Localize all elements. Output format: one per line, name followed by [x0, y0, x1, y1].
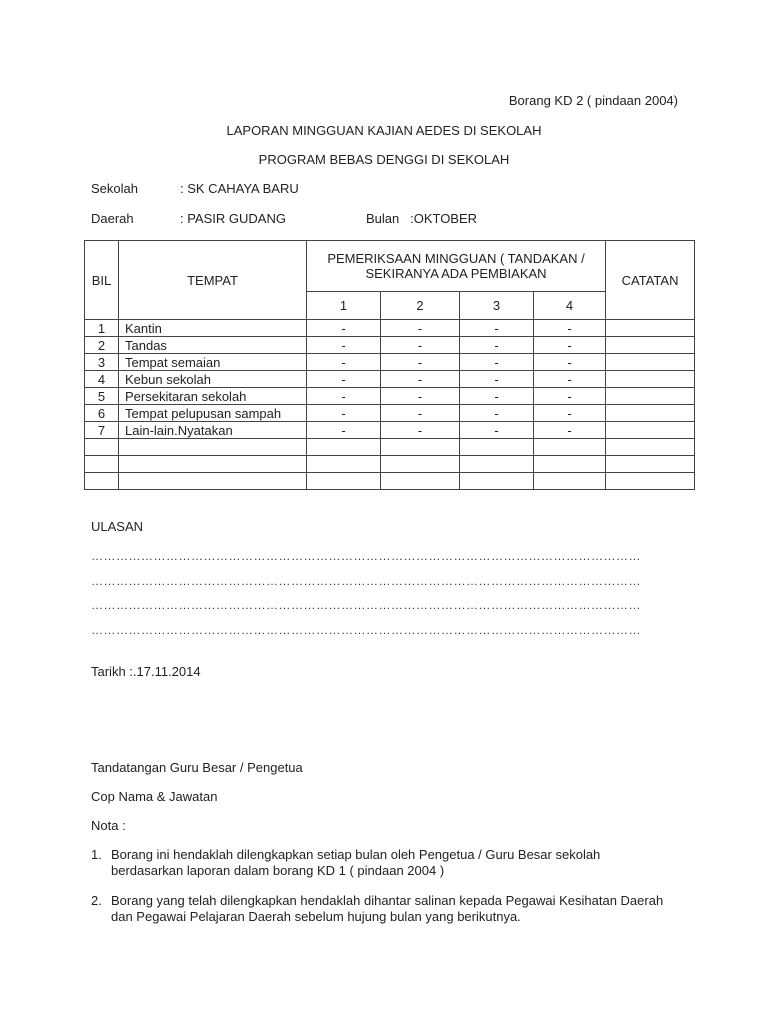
cell-bil: 7 — [85, 422, 119, 439]
report-title: LAPORAN MINGGUAN KAJIAN AEDES DI SEKOLAH — [226, 123, 542, 138]
cell-tempat: Kebun sekolah — [119, 371, 307, 388]
cell-bil: 3 — [85, 354, 119, 371]
header-week-1: 1 — [307, 292, 381, 320]
cell-tempat: Lain-lain.Nyatakan — [119, 422, 307, 439]
month-field — [366, 211, 477, 226]
cell-week-4: - — [534, 337, 606, 354]
cell-catatan — [606, 456, 695, 473]
cell-week-2: - — [381, 371, 460, 388]
cell-catatan — [606, 405, 695, 422]
cell-week-2 — [381, 473, 460, 490]
table-row — [85, 320, 695, 337]
month-value: :OKTOBER — [410, 211, 478, 226]
note-text: Borang ini hendaklah dilengkapkan setiap bulan oleh Pengetua / Guru Besar sekolah berdasarkan laporan dalam borang KD 1 ( pindaan 2004 ) — [111, 847, 601, 878]
program-title: PROGRAM BEBAS DENGGI DI SEKOLAH — [258, 152, 510, 167]
table-row — [85, 354, 695, 371]
cell-week-4: - — [534, 422, 606, 439]
cell-week-4 — [534, 473, 606, 490]
cell-week-1: - — [307, 388, 381, 405]
district-label: Daerah — [91, 211, 134, 226]
cell-bil — [85, 439, 119, 456]
header-week-4: 4 — [534, 292, 606, 320]
cell-week-3: - — [460, 320, 534, 337]
cell-week-4: - — [534, 388, 606, 405]
cell-week-4: - — [534, 371, 606, 388]
form-code: Borang KD 2 ( pindaan 2004) — [508, 93, 678, 108]
cell-week-4 — [534, 439, 606, 456]
cell-catatan — [606, 371, 695, 388]
note-number: 1. — [91, 847, 102, 862]
cell-week-2: - — [381, 405, 460, 422]
cell-week-2: - — [381, 388, 460, 405]
school-label: Sekolah — [91, 181, 138, 196]
ulasan-line: …………………………………………………………………………………………………………………… — [91, 623, 641, 637]
cell-week-1 — [307, 439, 381, 456]
cell-tempat — [119, 439, 307, 456]
cell-week-3: - — [460, 337, 534, 354]
table-row — [85, 388, 695, 405]
cell-tempat: Tempat pelupusan sampah — [119, 405, 307, 422]
cell-week-2: - — [381, 337, 460, 354]
cell-week-3 — [460, 473, 534, 490]
cell-week-1: - — [307, 354, 381, 371]
cell-catatan — [606, 422, 695, 439]
inspection-table — [84, 240, 695, 490]
school-value: : SK CAHAYA BARU — [180, 181, 299, 196]
cell-week-3 — [460, 439, 534, 456]
cell-catatan — [606, 320, 695, 337]
district-value: : PASIR GUDANG — [180, 211, 286, 226]
ulasan-line: …………………………………………………………………………………………………………………… — [91, 574, 641, 588]
month-label: Bulan — [366, 211, 400, 226]
cell-tempat: Tandas — [119, 337, 307, 354]
table-body — [85, 320, 695, 490]
cell-bil: 1 — [85, 320, 119, 337]
table-row — [85, 473, 695, 490]
cell-catatan — [606, 439, 695, 456]
cell-week-1 — [307, 456, 381, 473]
cell-week-2: - — [381, 422, 460, 439]
cell-bil: 6 — [85, 405, 119, 422]
table-row — [85, 439, 695, 456]
signature-label: Tandatangan Guru Besar / Pengetua — [91, 760, 303, 775]
cell-bil — [85, 456, 119, 473]
cell-bil: 2 — [85, 337, 119, 354]
table-row — [85, 337, 695, 354]
header-catatan: CATATAN — [606, 241, 695, 320]
cell-week-3: - — [460, 371, 534, 388]
cell-week-2: - — [381, 354, 460, 371]
cell-week-3: - — [460, 388, 534, 405]
cell-week-3: - — [460, 354, 534, 371]
notes-label: Nota : — [91, 818, 126, 833]
cell-week-2 — [381, 456, 460, 473]
header-week-2: 2 — [381, 292, 460, 320]
note-text: Borang yang telah dilengkapkan hendaklah dihantar salinan kepada Pegawai Kesihatan Daerah dan Pegawai Pelajaran Daerah sebelum hujung bulan yang berikutnya. — [111, 893, 664, 924]
header-bil: BIL — [85, 241, 119, 320]
cell-week-4: - — [534, 320, 606, 337]
cell-tempat: Persekitaran sekolah — [119, 388, 307, 405]
date-field: Tarikh :.17.11.2014 — [91, 664, 201, 679]
header-tempat: TEMPAT — [119, 241, 307, 320]
cell-tempat — [119, 473, 307, 490]
cell-week-1: - — [307, 337, 381, 354]
cell-week-3: - — [460, 405, 534, 422]
cell-week-4: - — [534, 354, 606, 371]
cell-catatan — [606, 354, 695, 371]
cell-week-2: - — [381, 320, 460, 337]
cell-week-1 — [307, 473, 381, 490]
cell-catatan — [606, 473, 695, 490]
cell-week-1: - — [307, 422, 381, 439]
cell-tempat: Tempat semaian — [119, 354, 307, 371]
table-row — [85, 456, 695, 473]
ulasan-line: …………………………………………………………………………………………………………………… — [91, 549, 641, 563]
cell-tempat: Kantin — [119, 320, 307, 337]
cell-bil: 5 — [85, 388, 119, 405]
table-row — [85, 371, 695, 388]
cell-bil — [85, 473, 119, 490]
table-row — [85, 405, 695, 422]
cell-week-1: - — [307, 371, 381, 388]
cell-bil: 4 — [85, 371, 119, 388]
cell-week-4: - — [534, 405, 606, 422]
header-pemeriksaan: PEMERIKSAAN MINGGUAN ( TANDAKAN / SEKIRANYA ADA PEMBIAKAN — [307, 241, 606, 292]
table-row — [85, 422, 695, 439]
cell-week-4 — [534, 456, 606, 473]
stamp-label: Cop Nama & Jawatan — [91, 789, 218, 804]
cell-week-3: - — [460, 422, 534, 439]
cell-week-1: - — [307, 405, 381, 422]
cell-catatan — [606, 337, 695, 354]
cell-catatan — [606, 388, 695, 405]
cell-week-2 — [381, 439, 460, 456]
ulasan-line: …………………………………………………………………………………………………………………… — [91, 598, 641, 612]
note-number: 2. — [91, 893, 102, 908]
cell-tempat — [119, 456, 307, 473]
header-week-3: 3 — [460, 292, 534, 320]
cell-week-3 — [460, 456, 534, 473]
ulasan-label: ULASAN — [91, 519, 144, 534]
cell-week-1: - — [307, 320, 381, 337]
